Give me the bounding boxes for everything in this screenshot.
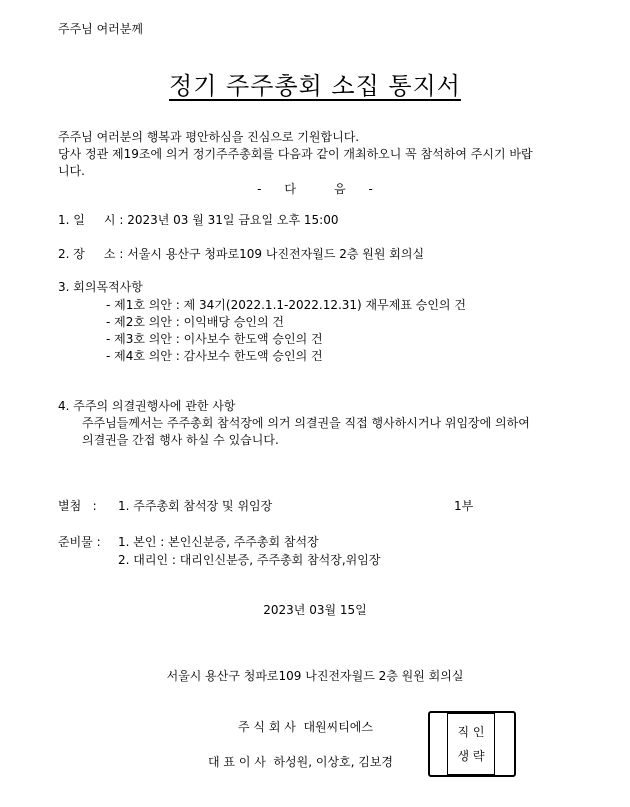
preparation-label: 준비물 : <box>58 535 101 549</box>
document-title: 정기 주주총회 소집 통지서 <box>169 72 461 100</box>
intro-line-3: 니다. <box>58 164 85 178</box>
seal-line-2: 생 략 <box>457 749 485 763</box>
intro-line-2: 당사 정관 제19조에 의거 정기주주총회를 다음과 같이 개최하오니 꼭 참석하여 주시기 바랍 <box>58 147 533 161</box>
agenda-item: - 제1호 의안 : 제 34기(2022.1.1-2022.12.31) 재무제표 승인의 건 <box>106 298 466 312</box>
preparation-item-2: 2. 대리인 : 대리인신분증, 주주총회 참석장,위임장 <box>118 553 381 567</box>
heading-da: - 다 음 - <box>257 182 373 196</box>
issue-date: 2023년 03월 15일 <box>263 603 367 617</box>
seal-box <box>447 713 495 775</box>
meeting-place: 2. 장 소 : 서울시 용산구 청파로109 나진전자월드 2층 원원 회의실 <box>58 247 425 261</box>
attachment-count: 1부 <box>454 499 474 513</box>
agenda-title: 3. 회의목적사항 <box>58 280 143 294</box>
preparation-item-1: 1. 본인 : 본인신분증, 주주총회 참석장 <box>118 535 319 549</box>
meeting-datetime: 1. 일 시 : 2023년 03 월 31일 금요일 오후 15:00 <box>58 213 339 227</box>
company-name: 주 식 회 사 대원씨티에스 <box>238 720 373 734</box>
seal-line-1: 직 인 <box>457 725 485 739</box>
attachment-label: 별첨 : <box>58 499 97 513</box>
voting-line-2: 의결권을 간접 행사 하실 수 있습니다. <box>82 433 279 447</box>
intro-line-1: 주주님 여러분의 행복과 평안하심을 진심으로 기원합니다. <box>58 130 360 144</box>
salutation-header: 주주님 여러분께 <box>58 22 143 36</box>
attachment-item: 1. 주주총회 참석장 및 위임장 <box>118 499 273 513</box>
agenda-item: - 제2호 의안 : 이익배당 승인의 건 <box>106 315 284 329</box>
agenda-item: - 제4호 의안 : 감사보수 한도액 승인의 건 <box>106 349 323 363</box>
ceo-names: 대 표 이 사 하성원, 이상호, 김보경 <box>208 755 394 769</box>
company-address: 서울시 용산구 청파로109 나진전자월드 2층 원원 회의실 <box>166 669 464 683</box>
voting-title: 4. 주주의 의결권행사에 관한 사항 <box>58 399 236 413</box>
agenda-item: - 제3호 의안 : 이사보수 한도액 승인의 건 <box>106 332 323 346</box>
voting-line-1: 주주님들께서는 주주총회 참석장에 의거 의결권을 직접 행사하시거나 위임장에 의하여 <box>82 416 530 430</box>
